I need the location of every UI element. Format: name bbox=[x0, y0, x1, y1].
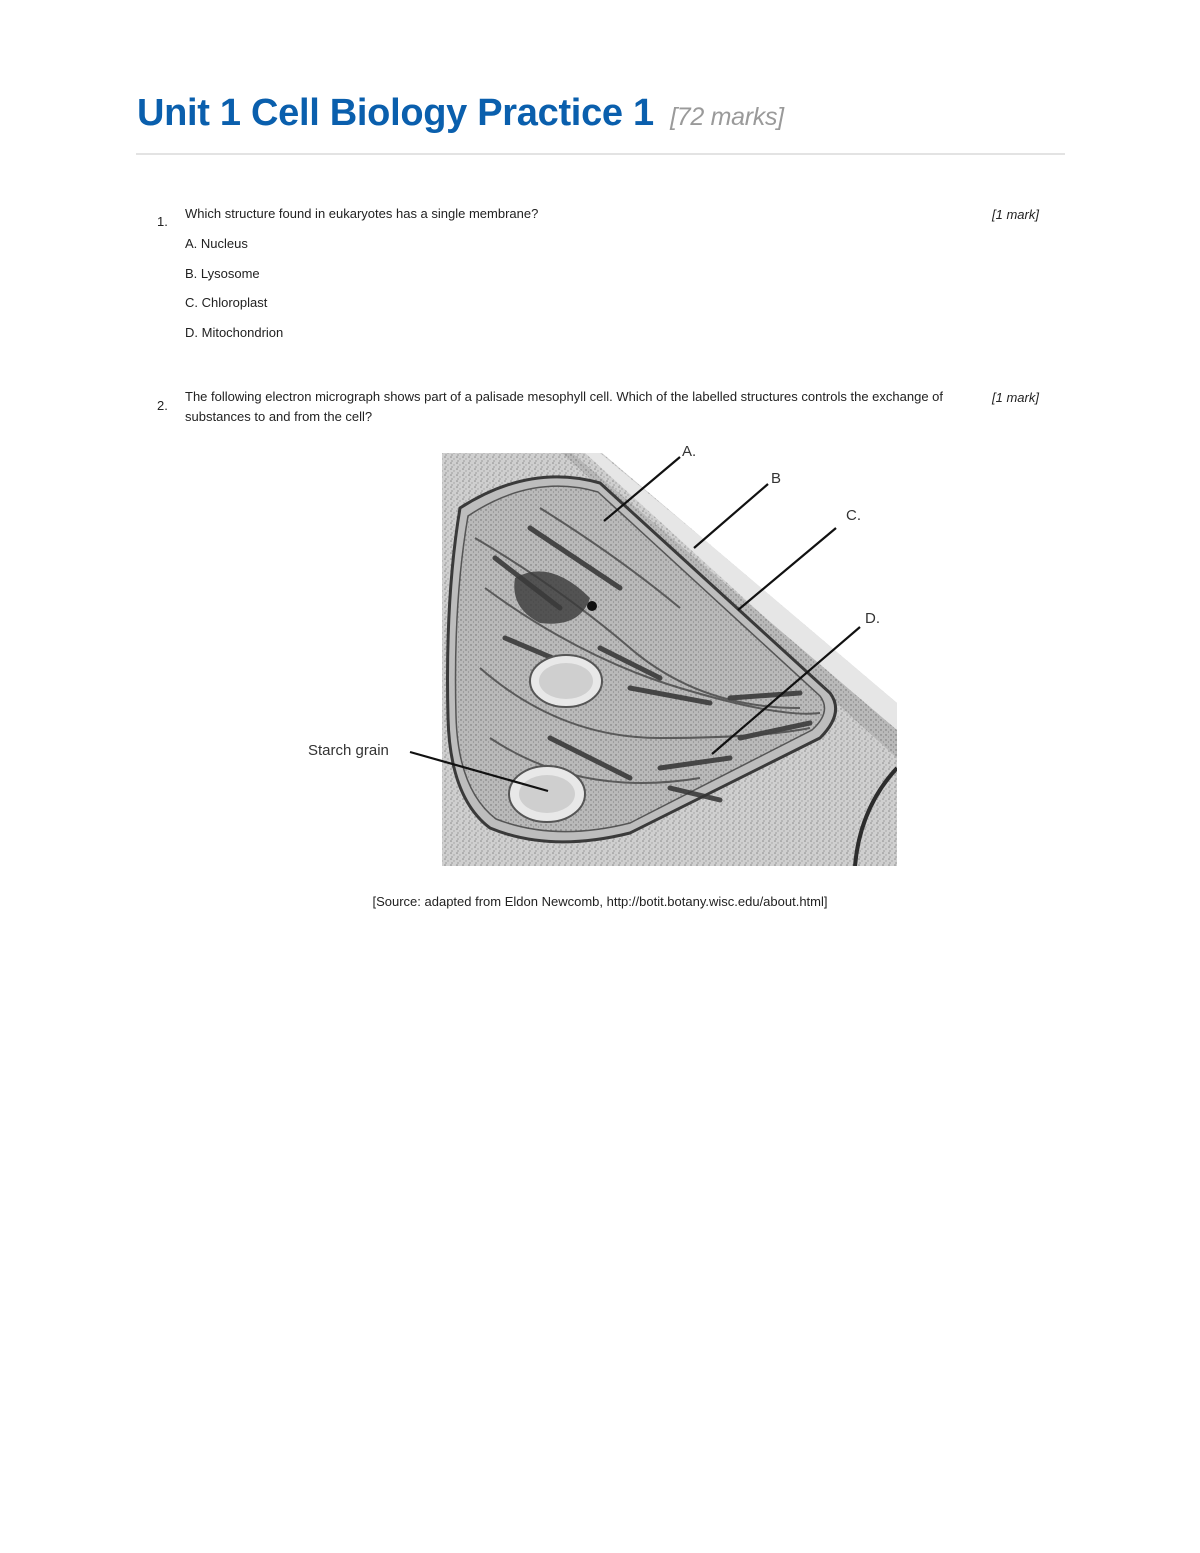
label-d: D. bbox=[865, 610, 880, 627]
page-title bbox=[137, 92, 784, 135]
title-divider bbox=[136, 153, 1065, 155]
label-b: B bbox=[771, 470, 782, 487]
question-text: The following electron micrograph shows part of a palisade mesophyll cell. Which of the labelled structures controls the exchange of substances to and from the cell? bbox=[185, 389, 944, 424]
palisade-cell-micrograph bbox=[300, 438, 920, 878]
answer-option: D. Mitochondrion bbox=[185, 325, 284, 340]
answer-option: B. Lysosome bbox=[185, 266, 260, 281]
figure-source-citation: [Source: adapted from Eldon Newcomb, http://botit.botany.wisc.edu/about.html] bbox=[372, 894, 828, 909]
label-starch-grain: Starch grain bbox=[308, 742, 389, 759]
question-number: 1. bbox=[157, 214, 168, 229]
pointer-b bbox=[694, 484, 768, 548]
label-a: A. bbox=[682, 443, 697, 460]
question-text: Which structure found in eukaryotes has a single membrane? bbox=[185, 206, 539, 221]
answer-option: C. Chloroplast bbox=[185, 295, 268, 310]
total-marks: [72 marks] bbox=[670, 103, 784, 131]
question-marks: [1 mark] bbox=[992, 207, 1039, 222]
answer-option: A. Nucleus bbox=[185, 236, 248, 251]
question-marks: [1 mark] bbox=[992, 390, 1039, 405]
page-title-text: Unit 1 Cell Biology Practice 1 bbox=[137, 92, 654, 134]
pointer-c bbox=[738, 528, 836, 610]
question-number: 2. bbox=[157, 398, 168, 413]
electron-micrograph-figure bbox=[300, 438, 920, 878]
micrograph-image bbox=[442, 453, 897, 866]
label-c: C. bbox=[846, 507, 861, 524]
